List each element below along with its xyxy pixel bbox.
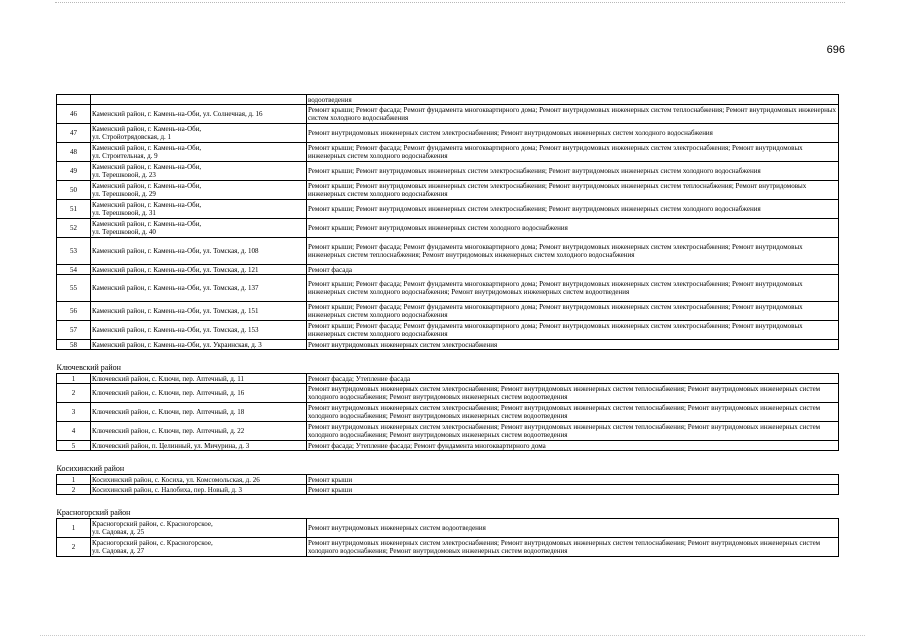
- address-cell: Каменский район, г. Камень-на-Оби, ул. Украинская, д. 3: [91, 340, 307, 350]
- address-cell: Косихинский район, с. Косиха, ул. Комсомольская, д. 26: [91, 475, 307, 485]
- row-number: 5: [57, 441, 91, 451]
- table-row: [57, 538, 839, 557]
- work-cell: Ремонт крыши; Ремонт внутридомовых инженерных систем электроснабжения; Ремонт внутридомовых инженерных систем теплоснабжения; Ремонт внутридомовых инженерных систем холодного водоснабжения: [307, 181, 839, 200]
- address-cell: Каменский район, г. Камень-на-Оби, ул. Терешковой, д. 23: [91, 162, 307, 181]
- scan-bottom-edge: [40, 631, 865, 636]
- table-row: [57, 475, 839, 485]
- section-heading-row: [57, 363, 839, 374]
- table-row: [57, 143, 839, 162]
- work-cell: Ремонт крыши; Ремонт внутридомовых инженерных систем электроснабжения; Ремонт внутридомовых инженерных систем холодного водоснабжения: [307, 200, 839, 219]
- table-row: [57, 422, 839, 441]
- row-number: 49: [57, 162, 91, 181]
- address-cell: Каменский район, г. Камень-на-Оби, ул. Томская, д. 151: [91, 302, 307, 321]
- address-cell: Каменский район, г. Камень-на-Оби, ул. Томская, д. 137: [91, 275, 307, 302]
- row-number: 48: [57, 143, 91, 162]
- work-cell: Ремонт внутридомовых инженерных систем электроснабжения; Ремонт внутридомовых инженерных систем теплоснабжения; Ремонт внутридомовых инженерных систем холодного водоснабжения; Ремонт внутридомовых инженерных систем водоотведения: [307, 422, 839, 441]
- row-number: 51: [57, 200, 91, 219]
- table-row: [57, 265, 839, 275]
- table-row: [57, 441, 839, 451]
- table-row: [57, 181, 839, 200]
- page-number: 696: [826, 44, 845, 56]
- work-cell: Ремонт крыши; Ремонт внутридомовых инженерных систем электроснабжения; Ремонт внутридомовых инженерных систем холодного водоснабжения: [307, 162, 839, 181]
- work-cell: Ремонт фасада; Утепление фасада: [307, 374, 839, 384]
- work-cell: Ремонт внутридомовых инженерных систем электроснабжения; Ремонт внутридомовых инженерных систем холодного водоснабжения: [307, 124, 839, 143]
- section-heading: Красногорский район: [56, 508, 131, 517]
- table-row: [57, 519, 839, 538]
- table-row: [57, 340, 839, 350]
- works-table: [56, 94, 839, 557]
- address-cell: Ключевский район, с. Ключи, пер. Аптечный, д. 18: [91, 403, 307, 422]
- work-cell: Ремонт фасада; Утепление фасада; Ремонт фундамента многоквартирного дома: [307, 441, 839, 451]
- table-row: [57, 124, 839, 143]
- address-cell: Красногорский район, с. Красногорское, ул. Садовая, д. 25: [91, 519, 307, 538]
- address-cell: Каменский район, г. Камень-на-Оби, ул. Томская, д. 121: [91, 265, 307, 275]
- row-number: 47: [57, 124, 91, 143]
- row-number: 58: [57, 340, 91, 350]
- address-cell: Каменский район, г. Камень-на-Оби, ул. Стройотрядовская, д. 1: [91, 124, 307, 143]
- row-number: 52: [57, 219, 91, 238]
- address-cell: Каменский район, г. Камень-на-Оби, ул. Строительная, д. 9: [91, 143, 307, 162]
- row-number: 1: [57, 519, 91, 538]
- table-row: [57, 200, 839, 219]
- address-cell: Красногорский район, с. Красногорское, ул. Садовая, д. 27: [91, 538, 307, 557]
- table-row: [57, 302, 839, 321]
- work-cell: Ремонт внутридомовых инженерных систем электроснабжения; Ремонт внутридомовых инженерных систем теплоснабжения; Ремонт внутридомовых инженерных систем холодного водоснабжения; Ремонт внутридомовых инженерных систем водоотведения: [307, 403, 839, 422]
- work-cell: Ремонт крыши; Ремонт фасада; Ремонт фундамента многоквартирного дома; Ремонт внутридомовых инженерных систем электроснабжения; Ремонт внутридомовых инженерных систем теплоснабжения; Ремонт внутридомовых инженерных систем холодного водоснабжения: [307, 238, 839, 265]
- address-cell: Косихинский район, с. Налобиха, пер. Новый, д. 3: [91, 485, 307, 495]
- address-cell: Каменский район, г. Камень-на-Оби, ул. Солнечная, д. 16: [91, 105, 307, 124]
- table-row: [57, 95, 839, 105]
- row-number: 2: [57, 384, 91, 403]
- row-number: 57: [57, 321, 91, 340]
- work-cell: Ремонт крыши: [307, 485, 839, 495]
- work-cell: Ремонт крыши; Ремонт фасада; Ремонт фундамента многоквартирного дома; Ремонт внутридомовых инженерных систем электроснабжения; Ремонт внутридомовых инженерных систем холодного водоснабжения: [307, 321, 839, 340]
- work-cell: Ремонт крыши: [307, 475, 839, 485]
- row-number: 53: [57, 238, 91, 265]
- table-row: [57, 219, 839, 238]
- work-cell: Ремонт крыши; Ремонт фасада; Ремонт фундамента многоквартирного дома; Ремонт внутридомовых инженерных систем теплоснабжения; Ремонт внутридомовых инженерных систем холодного водоснабжения: [307, 105, 839, 124]
- row-number: 50: [57, 181, 91, 200]
- work-cell: Ремонт внутридомовых инженерных систем водоотведения: [307, 519, 839, 538]
- address-cell: Ключевский район, с. Ключи, пер. Аптечный, д. 16: [91, 384, 307, 403]
- row-number: 46: [57, 105, 91, 124]
- row-number: 2: [57, 485, 91, 495]
- work-cell: Ремонт фасада: [307, 265, 839, 275]
- address-cell: Ключевский район, с. Ключи, пер. Аптечный, д. 11: [91, 374, 307, 384]
- work-cell: Ремонт внутридомовых инженерных систем электроснабжения; Ремонт внутридомовых инженерных систем теплоснабжения; Ремонт внутридомовых инженерных систем холодного водоснабжения; Ремонт внутридомовых инженерных систем водоотведения: [307, 538, 839, 557]
- work-cell: водоотведения: [307, 95, 839, 105]
- row-number: 55: [57, 275, 91, 302]
- section-heading-row: [57, 508, 839, 519]
- work-cell: Ремонт крыши; Ремонт внутридомовых инженерных систем холодного водоснабжения: [307, 219, 839, 238]
- work-cell: Ремонт крыши; Ремонт фасада; Ремонт фундамента многоквартирного дома; Ремонт внутридомовых инженерных систем электроснабжения; Ремонт внутридомовых инженерных систем холодного водоснабжения; Ремонт внутридомовых инженерных систем водоотведения: [307, 275, 839, 302]
- scan-top-edge: [55, 2, 845, 7]
- table-row: [57, 384, 839, 403]
- row-number: 54: [57, 265, 91, 275]
- section-heading: Косихинский район: [56, 464, 125, 473]
- section-heading: Ключевский район: [56, 363, 121, 372]
- table-row: [57, 275, 839, 302]
- work-cell: Ремонт внутридомовых инженерных систем электроснабжения: [307, 340, 839, 350]
- address-cell: Каменский район, г. Камень-на-Оби, ул. Томская, д. 108: [91, 238, 307, 265]
- address-cell: Каменский район, г. Камень-на-Оби, ул. Терешковой, д. 40: [91, 219, 307, 238]
- table-row: [57, 162, 839, 181]
- work-cell: Ремонт крыши; Ремонт фасада; Ремонт фундамента многоквартирного дома; Ремонт внутридомовых инженерных систем электроснабжения; Ремонт внутридомовых инженерных систем холодного водоснабжения: [307, 302, 839, 321]
- address-cell: Ключевский район, п. Целинный, ул. Мичурина, д. 3: [91, 441, 307, 451]
- row-number: 3: [57, 403, 91, 422]
- work-cell: Ремонт крыши; Ремонт фасада; Ремонт фундамента многоквартирного дома; Ремонт внутридомовых инженерных систем электроснабжения; Ремонт внутридомовых инженерных систем холодного водоснабжения: [307, 143, 839, 162]
- row-number: 56: [57, 302, 91, 321]
- table-row: [57, 238, 839, 265]
- table-row: [57, 485, 839, 495]
- table-row: [57, 321, 839, 340]
- table-row: [57, 403, 839, 422]
- address-cell: Каменский район, г. Камень-на-Оби, ул. Томская, д. 153: [91, 321, 307, 340]
- row-number: 4: [57, 422, 91, 441]
- row-number: 1: [57, 374, 91, 384]
- table-row: [57, 105, 839, 124]
- row-number: 1: [57, 475, 91, 485]
- row-number: 2: [57, 538, 91, 557]
- address-cell: Каменский район, г. Камень-на-Оби, ул. Терешковой, д. 31: [91, 200, 307, 219]
- section-heading-row: [57, 464, 839, 475]
- table-row: [57, 374, 839, 384]
- work-cell: Ремонт внутридомовых инженерных систем электроснабжения; Ремонт внутридомовых инженерных систем теплоснабжения; Ремонт внутридомовых инженерных систем холодного водоснабжения; Ремонт внутридомовых инженерных систем водоотведения: [307, 384, 839, 403]
- address-cell: Ключевский район, с. Ключи, пер. Аптечный, д. 22: [91, 422, 307, 441]
- address-cell: Каменский район, г. Камень-на-Оби, ул. Терешковой, д. 29: [91, 181, 307, 200]
